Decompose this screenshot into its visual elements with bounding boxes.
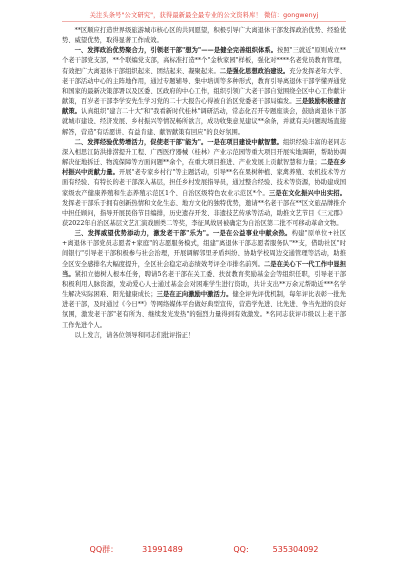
qq-contact bbox=[221, 545, 330, 554]
section-1-point-2-text: 充分发挥老年大学、老干部活动中心的主阵地作用，通过专题辅导、集中培训等多种形式，教育引导离退休干部学懂弄通党和国家的最新决策部署以及区委、区政府的中心工作，组织引领广大老干部自觉围绕全区中心工作献计献策，百岁老干部李学安先生学习党的二十大报告心得被自治区党委老干部局编发。 bbox=[62, 67, 347, 106]
section-3-heading: 三、发挥威望优势添动力，激发老干部"乐为"。一是在公益事业中献余热。 bbox=[74, 230, 292, 238]
paragraph-closing bbox=[62, 331, 346, 341]
section-3-point-2-text: 紧扣立德树人根本任务，聘请5名老干部在关工委、扶贫教育奖励基金会等组织任职，引导老干部积极利用人脉资源，发动爱心人士通过基金会对困难学生进行资助，共计支出**万余元帮助近***名学生解决实际困难、阳光健康成长； bbox=[62, 270, 346, 299]
section-1-heading: 一、发挥政治优势聚合力，引领老干部"想为"—— bbox=[74, 47, 214, 55]
section-3-point-1-text: 构建"原单位+社区+离退休干部党员志愿者+家庭"的志愿服务模式，组建"离退休干部志愿者服务队"**支，借助社区"时间银行"引导老干部积极参与社会治理，开展调解邻里矛盾纠纷、协助学校周边交通管理等活动，助推全区安全感排名大幅度提升，全区社会稳定动态绩效考评全市排名前列。 bbox=[62, 230, 346, 268]
paragraph-section-2 bbox=[62, 138, 346, 229]
intro-text: **区顺应打造世界级旅游城市核心区的共同愿望，积极引导广大离退休干部发挥政治优势、经验优势、威望优势，取得显著工作成效。 bbox=[62, 27, 346, 45]
section-3-point-3-heading: 三是在正向激励中激活力。 bbox=[156, 291, 233, 299]
top-banner: 关注头条号"公文研究"，获得最新最全最专业的公文资料库！ 微信：gongwenyj bbox=[89, 12, 319, 19]
paragraph-section-1 bbox=[62, 46, 346, 137]
section-3-point-3-text: 健全评先评优机制，每年评比表彰一批先进老干部，及时通过《今日**》等网络媒体平台做好典型宣传，营造学先进、比先进、争当先进的良好氛围，激发老干部"老有所为、继续发光发热"的强烈力量得到有效激发。*名同志获评市级以上老干部工作先进个人。 bbox=[62, 291, 347, 329]
section-2-point-1-text: 组织经验丰富的老同志深入相思江防洪排涝提升工程、广西医疗器械（桂林）产业示范园等重大项目开展实地调研，帮助协调解决征地拆迁、物流保障等方面问题**余个，在重大项目推进、产业发展上贡献智慧和力量； bbox=[62, 138, 347, 167]
page-footer bbox=[0, 544, 408, 555]
closing-text: 以上发言，请各位领导和同志们批评指正！ bbox=[74, 331, 195, 339]
section-2-point-3-text: 发挥老干部乐于拥有创新热情和文化生态、地方文化的独特优势，邀请**名老干部在**区文旅品牌推介中担任顾问，指导开展民俗节目编排，历史遗存开发、非遗技艺传承等活动，助推文艺节目《三元郡》获2022年自治区基层文艺汇演戏剧类二等奖，李征风故居被确定为自治区第二批不可移动革命文物。 bbox=[62, 199, 346, 227]
section-3-point-2-heading: 二是在关心下一代工作中显担当。 bbox=[62, 260, 347, 278]
section-2-point-2-text: 开展"老专家乡村行"等主题活动，引导**名在果树种植、家禽养殖、农机技术等方面有经验、有特长的老干部深入基层，担任乡村发展指导员，通过整合经验、技术等资源，协助建成国家级农产健康养殖和生态养殖示范区1个、自治区级特色农业示范区*个。 bbox=[62, 169, 347, 197]
section-1-point-2-heading: 二是强化思想政治建设。 bbox=[219, 67, 290, 75]
section-2-point-2-heading: 二是在乡村振兴中贡献力量。 bbox=[62, 159, 347, 177]
section-2-point-3-heading: 三是在文化振兴中出实招。 bbox=[268, 189, 347, 197]
qq-contact-number: 535304092 bbox=[272, 545, 319, 554]
qq-group bbox=[78, 545, 195, 554]
section-2-heading: 二、发挥经验优势增活力，促使老干部"能为"。一是在项目建设中献智慧。 bbox=[74, 138, 283, 146]
document-body bbox=[62, 26, 346, 341]
qq-group-label: QQ群： bbox=[89, 545, 119, 554]
banner-divider bbox=[62, 21, 346, 22]
paragraph-section-3 bbox=[62, 229, 346, 331]
section-1-point-3-text: 认真组织"建言二十大"和"我看新时代桂林"调研活动，常态化召开专题座谈会，鼓励离退休干部就城市建设、经济发展、乡村振兴等情况畅所欲言，成功收集意见建议**余条，并就有关问题现场直接解答，营造"有话愿讲、有益肯建、献智献策有回应"的良好氛围。 bbox=[62, 108, 346, 136]
section-1-point-1-text: 按照"三就近"原则成立**个老干部党支部，**个联编党支部，高标准打造**个"金秋家园"样板，强化对****名老党员教育管理，有效把广大离退休干部组织起来、团结起来、凝聚起来。 bbox=[62, 47, 347, 75]
qq-group-number: 31991489 bbox=[142, 545, 183, 554]
section-1-point-1-heading: 是健全完善组织体系。 bbox=[213, 47, 278, 55]
qq-contact-label: QQ: bbox=[233, 545, 249, 554]
paragraph-intro bbox=[62, 26, 346, 46]
section-1-point-3-heading: 三是鼓励积极建言献策。 bbox=[62, 98, 347, 116]
